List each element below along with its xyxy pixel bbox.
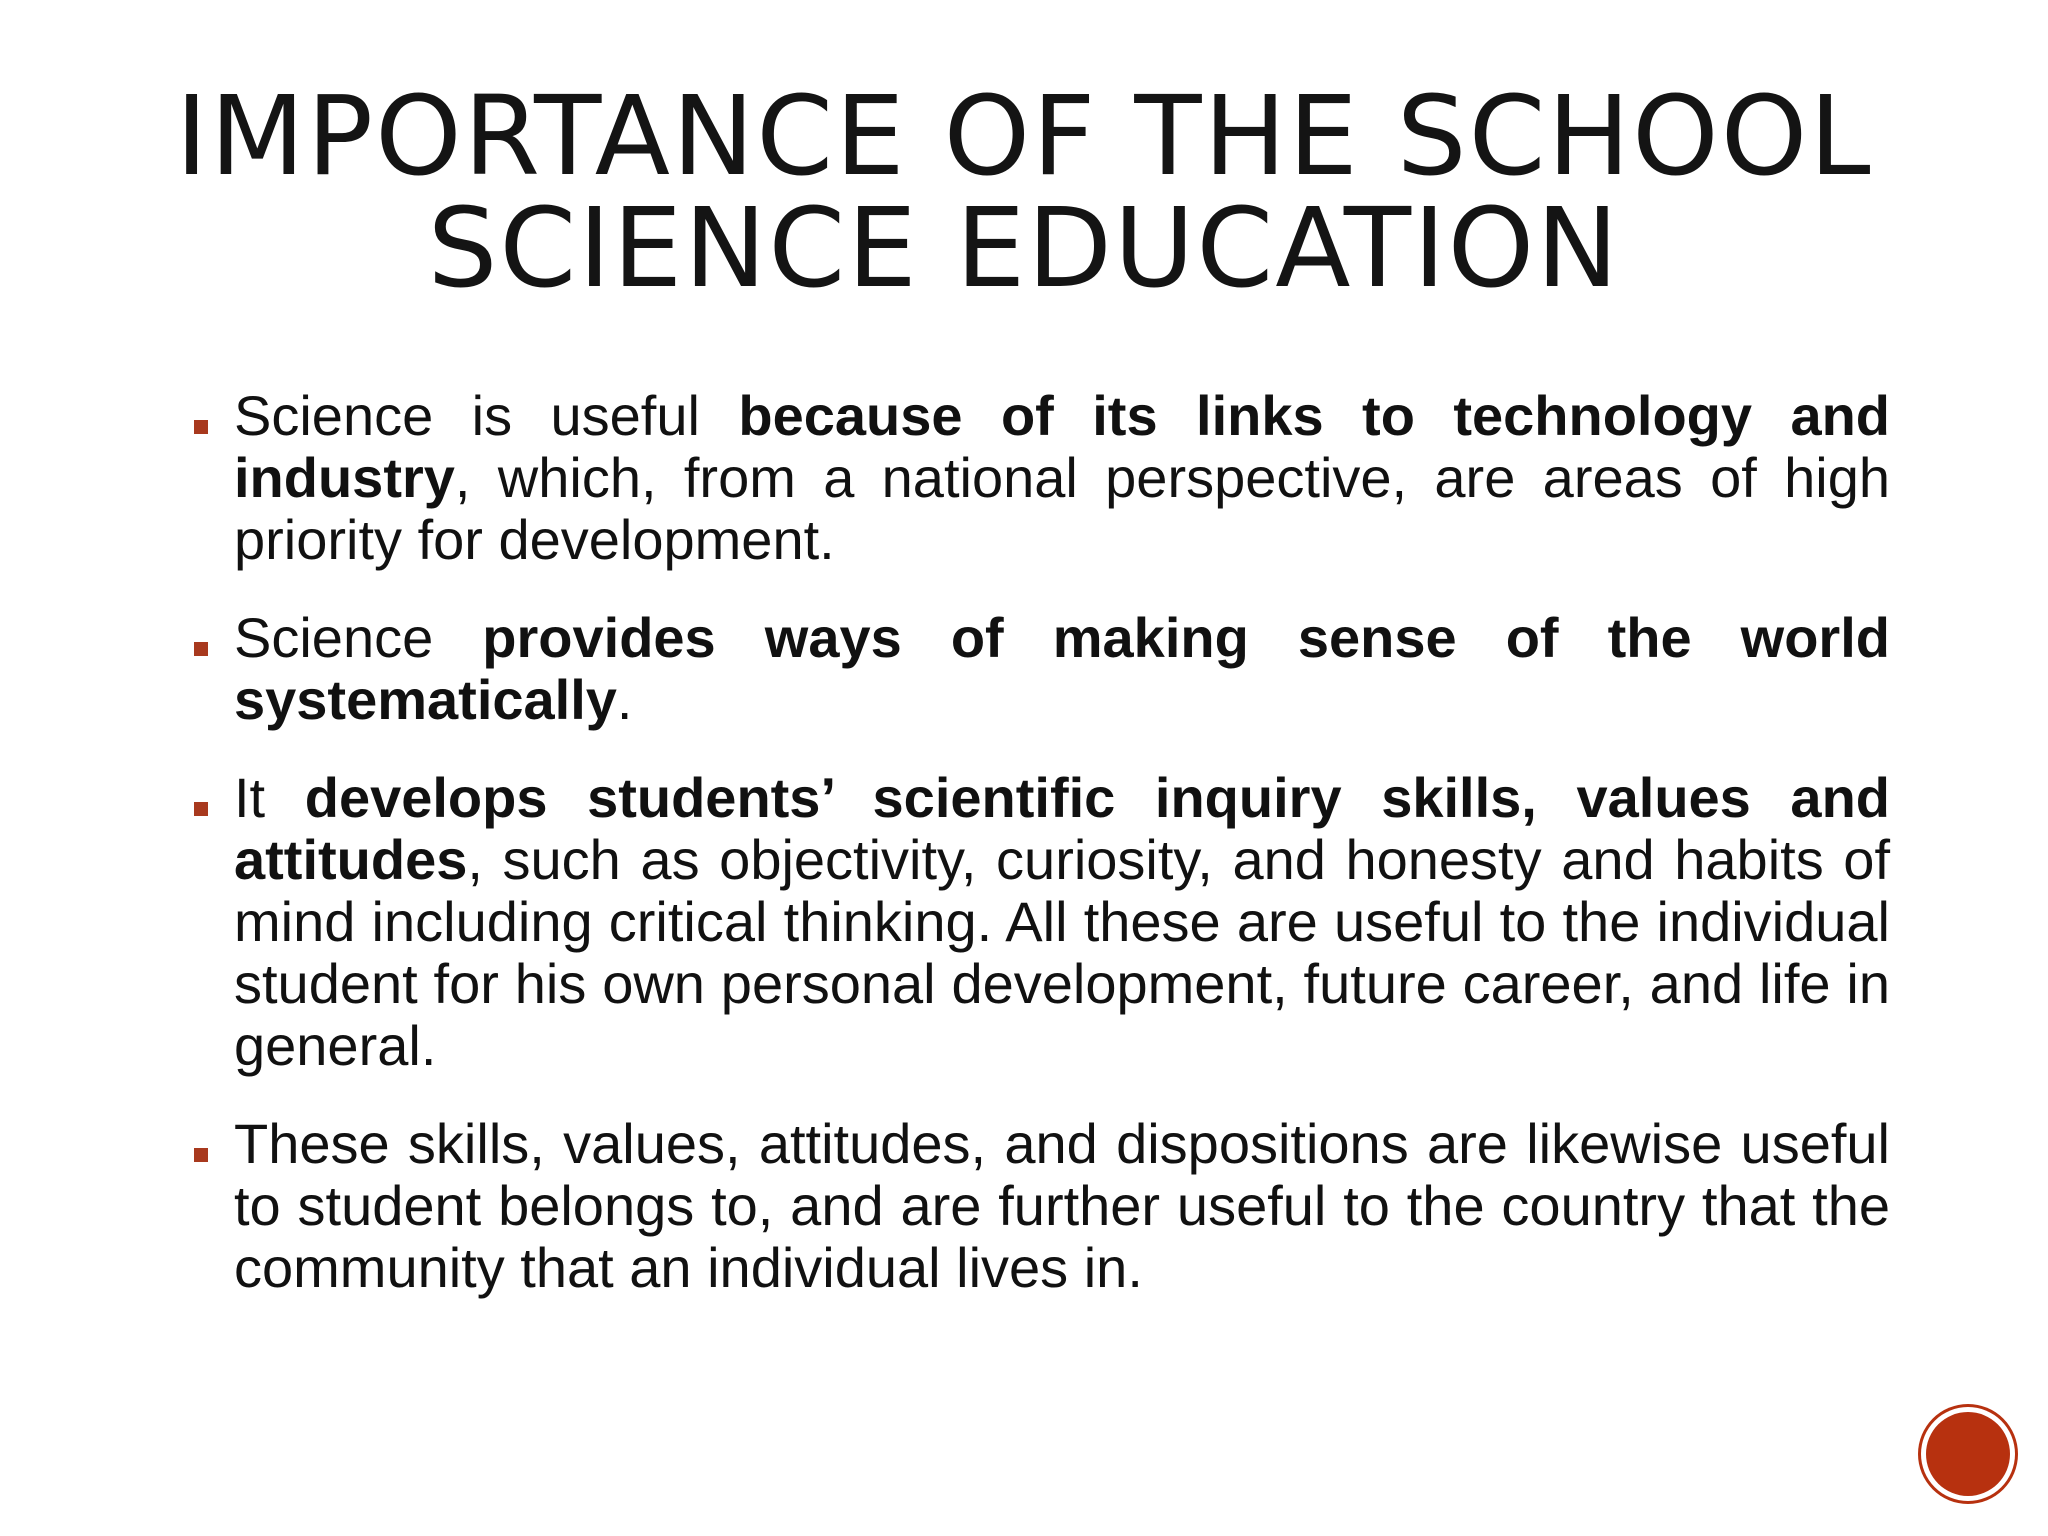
bullet-text-bold: develops students’ scientific inquiry skills, values and attitudes: [234, 766, 1890, 891]
bullet-text-part: Science is useful: [234, 384, 739, 447]
bullet-item: [190, 767, 1890, 1077]
bullet-text-part: , which, from a national perspective, are areas of high priority for development.: [234, 446, 1890, 571]
bullet-square-icon: [194, 802, 208, 816]
bullet-list: [190, 385, 1890, 1335]
bullet-item: [190, 385, 1890, 571]
bullet-text: [234, 385, 1890, 571]
next-slide-circle-icon[interactable]: [1926, 1412, 2010, 1496]
bullet-text: [234, 767, 1890, 1077]
bullet-item: [190, 607, 1890, 731]
bullet-text: [234, 607, 1890, 731]
bullet-text-part: Science: [234, 606, 483, 669]
bullet-text-part: .: [616, 668, 633, 731]
bullet-square-icon: [194, 1148, 208, 1162]
bullet-text-part: These skills, values, attitudes, and dispositions are likewise useful to student belongs to, and are further useful to the country that the community that an individual lives in.: [234, 1112, 1890, 1299]
bullet-item: [190, 1113, 1890, 1299]
bullet-text-bold: provides ways of making sense of the world systematically: [234, 606, 1890, 731]
slide-title-line-1: IMPORTANCE OF THE SCHOOL: [175, 72, 1873, 200]
bullet-text-part: It: [234, 766, 305, 829]
bullet-square-icon: [194, 642, 208, 656]
slide-title-line-2: SCIENCE EDUCATION: [427, 184, 1621, 312]
bullet-square-icon: [194, 420, 208, 434]
slide-title: [0, 72, 2048, 312]
bullet-text: [234, 1113, 1890, 1299]
bullet-text-part: , such as objectivity, curiosity, and honesty and habits of mind including critical thinking. All these are useful to the individual student for his own personal development, future career, and life in general.: [234, 828, 1890, 1077]
bullet-text-bold: because of its links to technology and industry: [234, 384, 1890, 509]
